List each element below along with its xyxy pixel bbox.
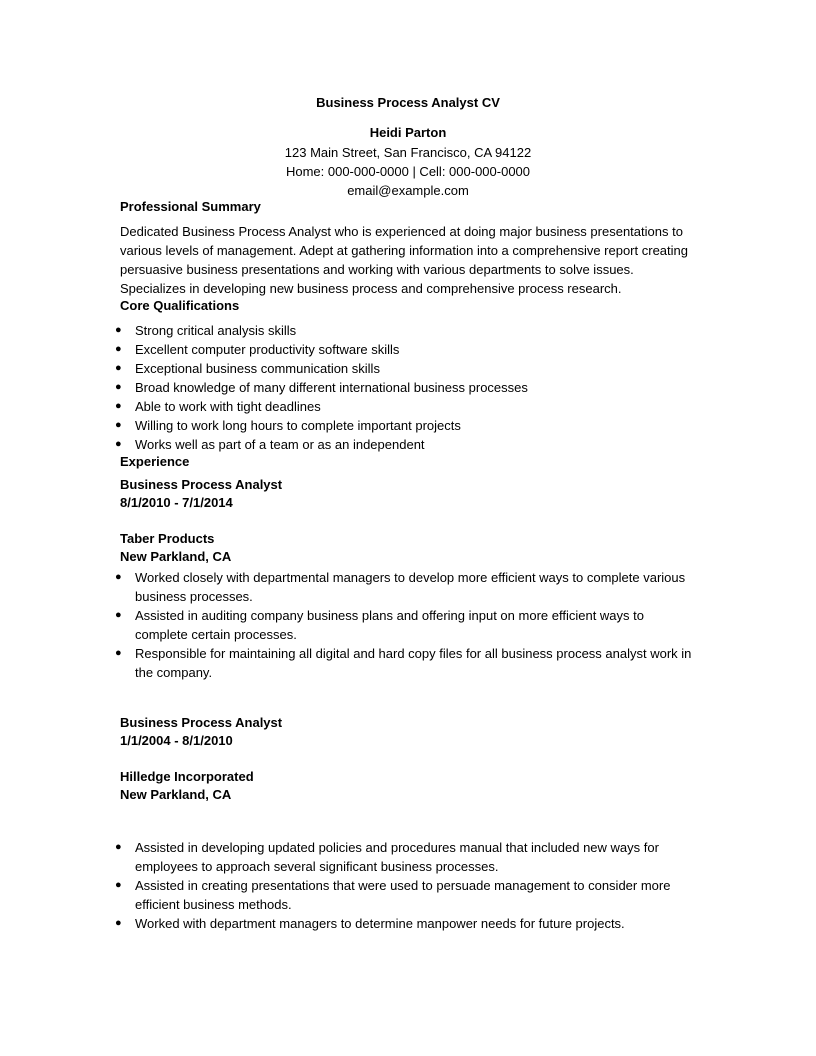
bullet-icon: ● [115, 419, 122, 431]
candidate-name: Heidi Parton [369, 125, 447, 140]
bullet-icon: ● [115, 917, 122, 929]
job-dates: 8/1/2010 - 7/1/2014 [120, 495, 233, 510]
list-item: ● Willing to work long hours to complete important projects [115, 418, 461, 433]
job-company: Hilledge Incorporated [120, 769, 254, 784]
list-item: ● Assisted in auditing company business plans and offering input on more efficient ways to complete certain processes. [115, 608, 644, 642]
summary-text: Dedicated Business Process Analyst who is experienced at doing major business presentations to various levels of management. Adept at gathering information into a comprehensive report creating persuasive business presentations and working with various departments to solve issues. Specializes in developing new business process and comprehensive process research. [120, 224, 688, 296]
list-item: ● Strong critical analysis skills [115, 323, 297, 338]
qualifications-list [110, 321, 710, 454]
job-location: New Parkland, CA [120, 549, 232, 564]
address: 123 Main Street, San Francisco, CA 94122 [284, 145, 532, 160]
qualifications-heading: Core Qualifications [120, 298, 240, 313]
list-item: ● Exceptional business communication skills [115, 361, 380, 376]
bullet-icon: ● [115, 438, 122, 450]
document-title: Business Process Analyst CV [316, 95, 500, 110]
job-title: Business Process Analyst [120, 477, 283, 492]
list-item: ● Broad knowledge of many different international business processes [115, 380, 528, 395]
email: email@example.com [347, 183, 469, 198]
job-location: New Parkland, CA [120, 787, 232, 802]
bullet-icon: ● [115, 343, 122, 355]
bullet-icon: ● [115, 362, 122, 374]
phone-numbers: Home: 000-000-0000 | Cell: 000-000-0000 [285, 164, 531, 179]
job-company: Taber Products [120, 531, 215, 546]
bullet-icon: ● [115, 571, 122, 583]
summary-heading: Professional Summary [120, 199, 261, 214]
bullet-icon: ● [115, 841, 122, 853]
bullet-icon: ● [115, 400, 122, 412]
list-item: ● Excellent computer productivity software skills [115, 342, 400, 357]
list-item: ● Assisted in developing updated policies and procedures manual that included new ways for employees to approach several significant business processes. [115, 840, 659, 874]
list-item: ● Worked with department managers to determine manpower needs for future projects. [115, 916, 625, 931]
job-bullets [110, 568, 700, 682]
job-dates: 1/1/2004 - 8/1/2010 [120, 733, 233, 748]
list-item: ● Able to work with tight deadlines [115, 399, 321, 414]
experience-heading: Experience [120, 454, 190, 469]
bullet-icon: ● [115, 381, 122, 393]
job-bullets [110, 838, 700, 933]
list-item: ● Worked closely with departmental managers to develop more efficient ways to complete various business processes. [115, 570, 686, 604]
bullet-icon: ● [115, 647, 122, 659]
list-item: ● Works well as part of a team or as an independent [115, 437, 425, 452]
bullet-icon: ● [115, 609, 122, 621]
bullet-icon: ● [115, 324, 122, 336]
bullet-icon: ● [115, 879, 122, 891]
job-title: Business Process Analyst [120, 715, 283, 730]
list-item: ● Responsible for maintaining all digital and hard copy files for all business process analyst work in the company. [115, 646, 692, 680]
list-item: ● Assisted in creating presentations that were used to persuade management to consider more efficient business methods. [115, 878, 671, 912]
